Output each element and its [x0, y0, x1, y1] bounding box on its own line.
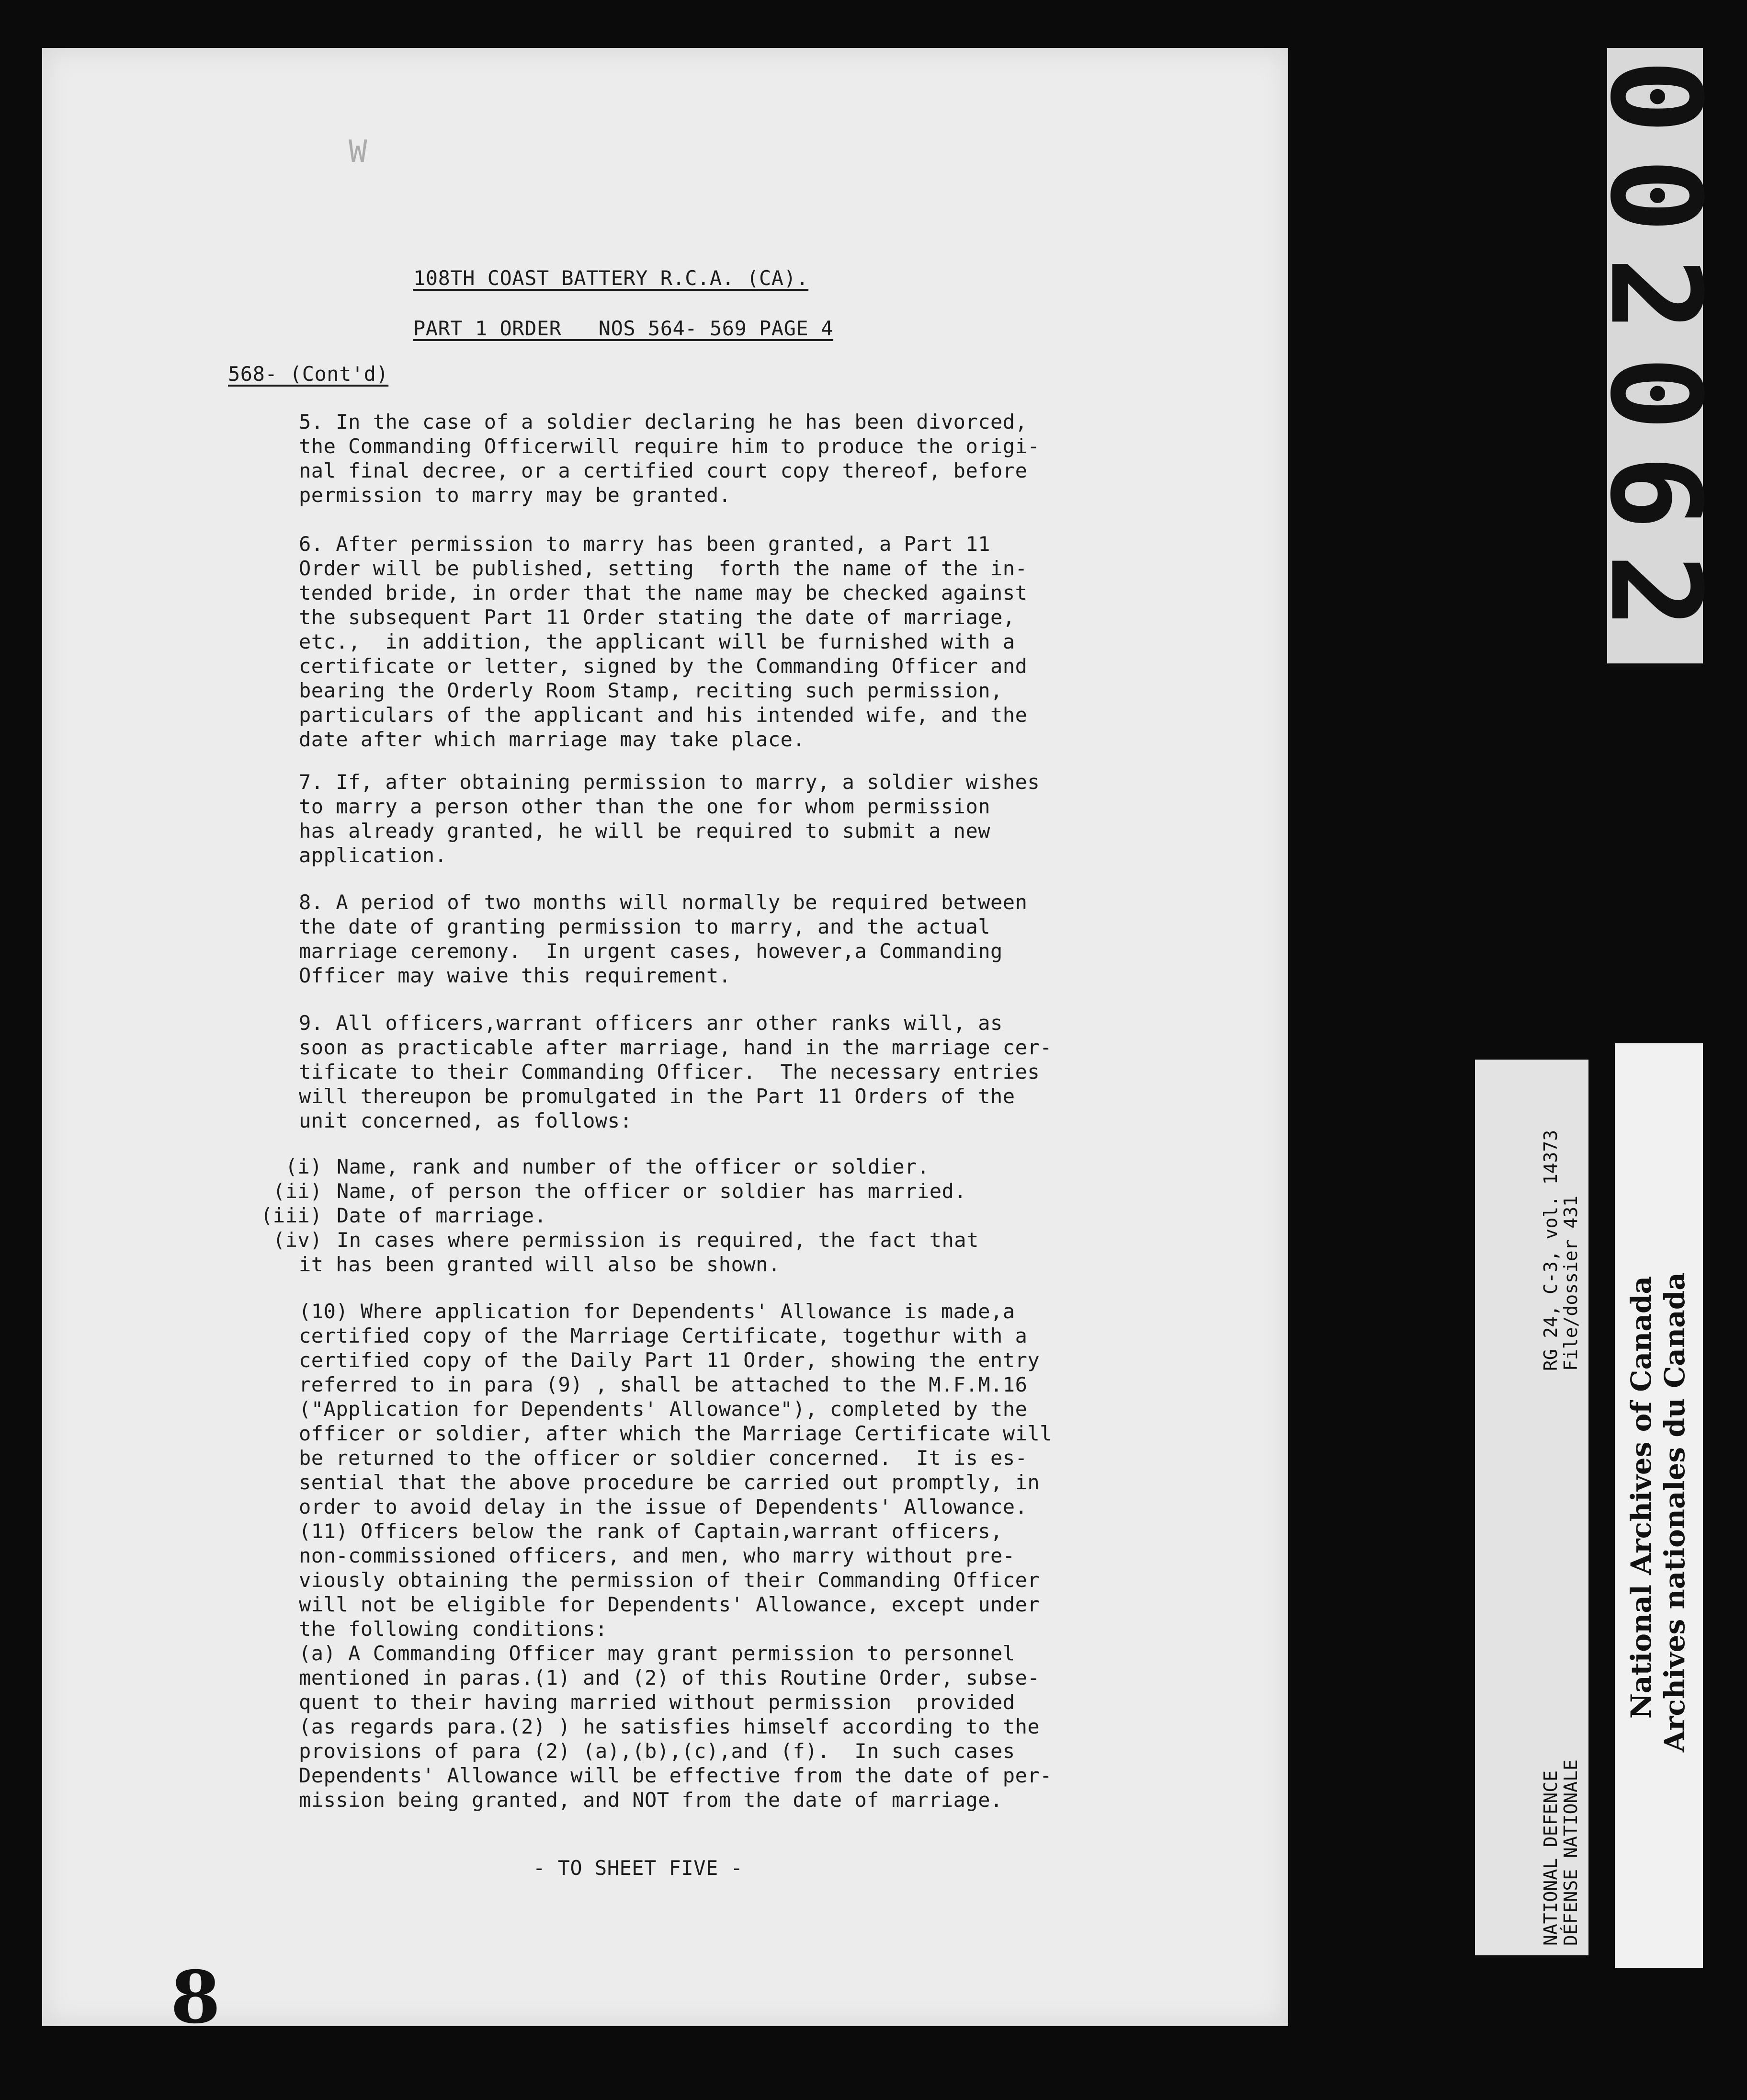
para-8-line: marriage ceremony. In urgent cases, however,a Commanding — [299, 939, 1003, 963]
continuation-footer: - TO SHEET FIVE - — [533, 1856, 743, 1880]
para-8-line: 8. A period of two months will normally be required between — [299, 890, 1028, 914]
document-number: 002062 — [1583, 58, 1728, 653]
handwritten-page-number: 8 — [170, 1955, 221, 2040]
para-10-line: order to avoid delay in the issue of Dependents' Allowance. — [299, 1495, 1028, 1518]
document-page — [42, 48, 1288, 2040]
national-archives-label — [1615, 1043, 1703, 1968]
para-11-line: (11) Officers below the rank of Captain,warrant officers, — [299, 1519, 1003, 1543]
faint-stamp-mark: W — [349, 134, 370, 170]
para-11-line: the following conditions: — [299, 1617, 608, 1641]
list-item — [258, 1154, 930, 1179]
list-item-continuation: it has been granted will also be shown. — [299, 1253, 781, 1276]
list-item-number: (iv) — [272, 1228, 322, 1252]
list-item-text: Name, rank and number of the officer or soldier. — [337, 1155, 930, 1178]
para-8-line: the date of granting permission to marry, and the actual — [299, 915, 991, 938]
para-10-line: ("Application for Dependents' Allowance"), completed by the — [299, 1397, 1028, 1421]
para-11-line: mission being granted, and NOT from the date of marriage. — [299, 1788, 1003, 1812]
unit-heading: 108TH COAST BATTERY R.C.A. (CA). — [413, 266, 809, 290]
para-10-line: certified copy of the Marriage Certificate, togethur with a — [299, 1324, 1028, 1347]
para-7-line: to marry a person other than the one for whom permission — [299, 795, 991, 818]
file-dossier-reference: File/dossier 431 — [1560, 1195, 1581, 1371]
para-11-line: will not be eligible for Dependents' Allowance, except under — [299, 1593, 1040, 1616]
list-item-number: (ii) — [272, 1179, 322, 1203]
list-item-number: (iii) — [261, 1204, 322, 1227]
order-heading: PART 1 ORDER NOS 564- 569 PAGE 4 — [413, 317, 833, 340]
para-8-line: Officer may waive this requirement. — [299, 964, 731, 987]
para-6-line: Order will be published, setting forth the name of the in- — [299, 557, 1028, 580]
archive-reference-label — [1475, 1060, 1588, 1955]
department-line-en: NATIONAL DEFENCE — [1540, 1770, 1561, 1946]
para-6-line: bearing the Orderly Room Stamp, reciting such permission, — [299, 679, 1003, 702]
list-item-text: In cases where permission is required, the fact that — [337, 1228, 979, 1252]
para-9-line: soon as practicable after marriage, hand in the marriage cer- — [299, 1036, 1052, 1059]
record-group-reference: RG 24, C-3, vol. 14373 — [1540, 1130, 1561, 1371]
para-6-line: 6. After permission to marry has been granted, a Part 11 — [299, 532, 991, 556]
para-6-line: certificate or letter, signed by the Commanding Officer and — [299, 654, 1028, 678]
para-11-line: mentioned in paras.(1) and (2) of this Routine Order, subse- — [299, 1666, 1040, 1689]
para-5-line: permission to marry may be granted. — [299, 483, 731, 507]
para-7-line: has already granted, he will be required to submit a new — [299, 819, 991, 843]
para-10-line: officer or soldier, after which the Marriage Certificate will — [299, 1422, 1052, 1445]
para-11-line: (a) A Commanding Officer may grant permission to personnel — [299, 1642, 1015, 1665]
department-line-fr: DÉFENSE NATIONALE — [1560, 1759, 1581, 1946]
para-10-line: referred to in para (9) , shall be attached to the M.F.M.16 — [299, 1373, 1028, 1396]
para-9-line: will thereupon be promulgated in the Part 11 Orders of the — [299, 1084, 1015, 1108]
para-10-line: be returned to the officer or soldier concerned. It is es- — [299, 1446, 1028, 1470]
para-10-line: sential that the above procedure be carried out promptly, in — [299, 1471, 1040, 1494]
para-11-line: (as regards para.(2) ) he satisfies himself according to the — [299, 1715, 1040, 1738]
section-reference: 568- (Cont'd) — [228, 362, 389, 386]
list-item — [258, 1228, 979, 1252]
para-11-line: quent to their having married without permission provided — [299, 1690, 1015, 1714]
list-item-number: (i) — [285, 1155, 322, 1178]
para-10-line: certified copy of the Daily Part 11 Order, showing the entry — [299, 1348, 1040, 1372]
para-6-line: tended bride, in order that the name may be checked against — [299, 581, 1028, 605]
archives-name-en: National Archives of Canada — [1625, 1276, 1657, 1719]
para-11-line: non-commissioned officers, and men, who marry without pre- — [299, 1544, 1015, 1567]
para-9-line: tificate to their Commanding Officer. The necessary entries — [299, 1060, 1040, 1084]
para-9-line: 9. All officers,warrant officers anr other ranks will, as — [299, 1011, 1003, 1035]
document-number-strip — [1583, 48, 1728, 663]
para-10-line: (10) Where application for Dependents' Allowance is made,a — [299, 1300, 1015, 1323]
para-6-line: date after which marriage may take place. — [299, 728, 805, 751]
archives-name-fr: Archives nationales du Canada — [1658, 1272, 1691, 1752]
list-item-text: Date of marriage. — [337, 1204, 547, 1227]
para-5-line: nal final decree, or a certified court copy thereof, before — [299, 459, 1028, 482]
para-6-line: etc., in addition, the applicant will be furnished with a — [299, 630, 1015, 653]
para-5-line: 5. In the case of a soldier declaring he has been divorced, — [299, 410, 1028, 434]
para-7-line: application. — [299, 844, 447, 867]
para-9-line: unit concerned, as follows: — [299, 1109, 633, 1132]
para-6-line: particulars of the applicant and his intended wife, and the — [299, 703, 1028, 727]
para-11-line: viously obtaining the permission of their Commanding Officer — [299, 1568, 1040, 1592]
para-7-line: 7. If, after obtaining permission to marry, a soldier wishes — [299, 770, 1040, 794]
list-item — [258, 1203, 546, 1228]
list-item — [258, 1179, 966, 1203]
para-11-line: provisions of para (2) (a),(b),(c),and (f). In such cases — [299, 1739, 1015, 1763]
para-11-line: Dependents' Allowance will be effective from the date of per- — [299, 1764, 1052, 1787]
list-item-text: Name, of person the officer or soldier has married. — [337, 1179, 967, 1203]
para-5-line: the Commanding Officerwill require him to produce the origi- — [299, 434, 1040, 458]
para-6-line: the subsequent Part 11 Order stating the date of marriage, — [299, 605, 1015, 629]
